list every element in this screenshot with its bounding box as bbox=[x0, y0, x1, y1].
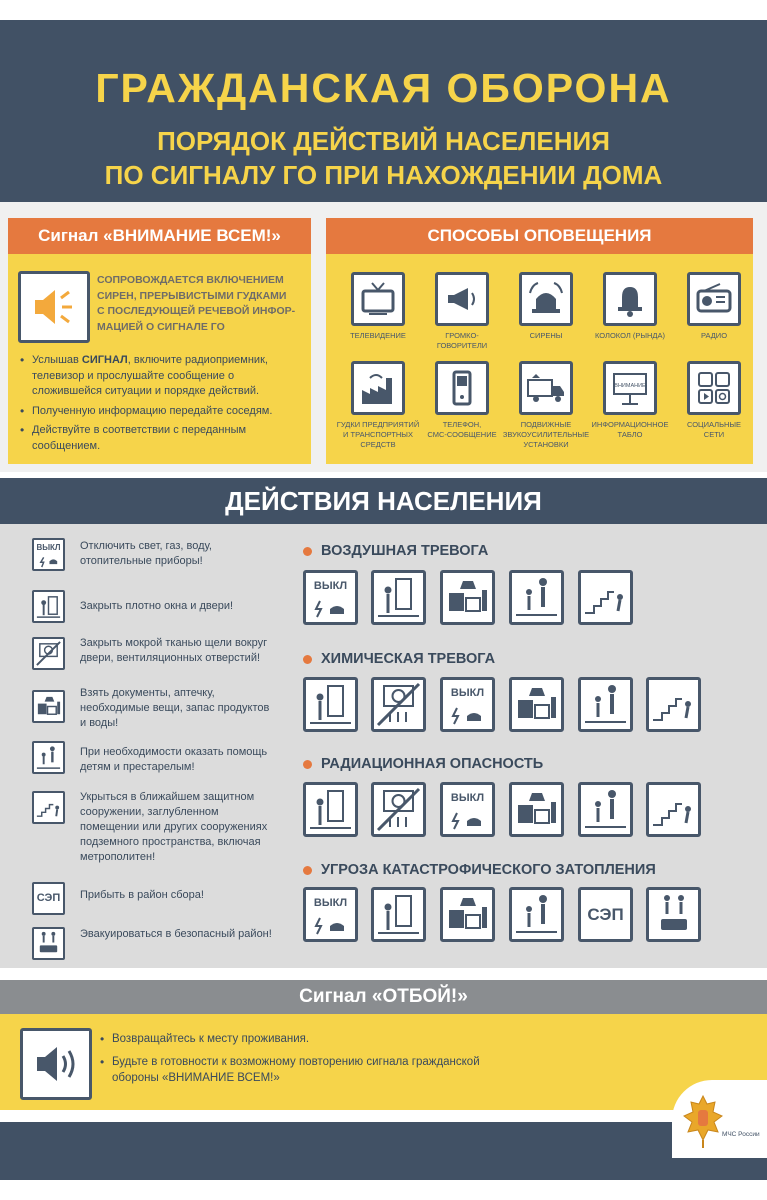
section-air-alert: ВОЗДУШНАЯ ТРЕВОГА bbox=[303, 543, 488, 559]
sep-assembly-icon bbox=[32, 882, 65, 915]
shelter-icon bbox=[646, 782, 701, 837]
step-text: Прибыть в район сбора! bbox=[80, 889, 204, 901]
window-close-icon bbox=[303, 677, 358, 732]
page-title: ГРАЖДАНСКАЯ ОБОРОНА bbox=[95, 65, 672, 111]
shelter-icon bbox=[578, 570, 633, 625]
mchs-logo bbox=[672, 1080, 767, 1158]
power-off-icon bbox=[303, 570, 358, 625]
power-off-icon bbox=[440, 677, 495, 732]
tv-icon bbox=[351, 272, 405, 326]
bell-icon bbox=[603, 272, 657, 326]
header-banner bbox=[0, 20, 767, 202]
window-close-icon bbox=[303, 782, 358, 837]
loudspeaker-icon bbox=[435, 272, 489, 326]
signal-description bbox=[97, 273, 302, 335]
method-label: ПОДВИЖНЫЕ ЗВУКОУСИЛИТЕЛЬНЫЕ УСТАНОВКИ bbox=[502, 420, 590, 449]
step-text: Закрыть плотно окна и двери! bbox=[80, 600, 234, 612]
signal-bullet-1 bbox=[20, 353, 305, 400]
section-flood-threat: УГРОЗА КАТАСТРОФИЧЕСКОГО ЗАТОПЛЕНИЯ bbox=[303, 862, 656, 878]
power-off-icon bbox=[303, 887, 358, 942]
speaker-icon bbox=[20, 1028, 92, 1100]
signal-bullet-1-pre: Услышав bbox=[32, 354, 82, 366]
documents-kit-icon bbox=[440, 570, 495, 625]
step-text: Взять документы, аптечку, необходимые вещи, запас продуктов и воды! bbox=[80, 687, 270, 729]
method-label: СОЦИАЛЬНЫЕ СЕТИ bbox=[686, 420, 742, 439]
step-text: При необходимости оказать помощь детям и престарелым! bbox=[80, 746, 268, 773]
signal-bullet-1-bold: СИГНАЛ bbox=[81, 354, 128, 366]
help-elderly-icon bbox=[32, 741, 65, 774]
speaker-alert-icon bbox=[18, 271, 90, 343]
evacuate-bus-icon bbox=[646, 887, 701, 942]
shelter-icon bbox=[32, 791, 65, 824]
board-icon bbox=[603, 361, 657, 415]
signal-heading: Сигнал «ВНИМАНИЕ ВСЕМ!» bbox=[8, 218, 311, 254]
section-chemical-alert: ХИМИЧЕСКАЯ ТРЕВОГА bbox=[303, 651, 495, 667]
signal-bullet-2: • Полученную информацию передайте соседям. bbox=[20, 404, 305, 420]
method-label: ТЕЛЕВИДЕНИЕ bbox=[350, 331, 406, 340]
window-close-icon bbox=[32, 590, 65, 623]
subtitle-line-1: ПОРЯДОК ДЕЙСТВИЙ НАСЕЛЕНИЯ bbox=[157, 126, 610, 156]
section-radiation-danger: РАДИАЦИОННАЯ ОПАСНОСТЬ bbox=[303, 756, 543, 772]
signal-description-line: С ПОСЛЕДУЮЩЕЙ РЕЧЕВОЙ ИНФОР- bbox=[97, 305, 296, 317]
siren-icon bbox=[519, 272, 573, 326]
seal-vents-icon bbox=[32, 637, 65, 670]
documents-kit-icon bbox=[509, 782, 564, 837]
methods-heading: СПОСОБЫ ОПОВЕЩЕНИЯ bbox=[326, 218, 753, 254]
signal-bullet-3: • Действуйте в соответствии с переданным сообщением. bbox=[20, 423, 280, 454]
phone-icon bbox=[435, 361, 489, 415]
documents-kit-icon bbox=[509, 677, 564, 732]
signal-bullet-1-post: , включите радиоприемник, телевизор и прослушайте сообщение о сложившейся ситуации и порядке действий. bbox=[32, 354, 268, 397]
otboi-bullet-2: • Будьте в готовности к возможному повторению сигнала гражданской обороны «ВНИМАНИЕ ВСЕМ!» bbox=[100, 1055, 480, 1086]
step-text: Укрыться в ближайшем защитном сооружении, заглубленном помещении или других сооружениях подземного пространства, включая метрополитен! bbox=[80, 791, 268, 863]
vykl-text: ВЫКЛ bbox=[450, 792, 485, 804]
actions-heading: ДЕЙСТВИЯ НАСЕЛЕНИЯ bbox=[0, 478, 767, 524]
evacuate-bus-icon bbox=[32, 927, 65, 960]
vykl-text: ВЫКЛ bbox=[313, 897, 348, 909]
subtitle-line-2: ПО СИГНАЛУ ГО ПРИ НАХОЖДЕНИИ ДОМА bbox=[104, 160, 663, 190]
sep-text: СЭП bbox=[587, 905, 624, 924]
window-close-icon bbox=[371, 570, 426, 625]
social-icon bbox=[687, 361, 741, 415]
seal-vents-icon bbox=[371, 677, 426, 732]
method-label: СИРЕНЫ bbox=[529, 331, 563, 340]
signal-description-line: СОПРОВОЖДАЕТСЯ ВКЛЮЧЕНИЕМ bbox=[97, 274, 284, 286]
method-label: ИНФОРМАЦИОННОЕ ТАБЛО bbox=[591, 420, 669, 439]
documents-kit-icon bbox=[440, 887, 495, 942]
method-label: ГУДКИ ПРЕДПРИЯТИЙ И ТРАНСПОРТНЫХ СРЕДСТВ bbox=[336, 420, 420, 449]
signal-description-line: МАЦИЕЙ О СИГНАЛЕ ГО bbox=[97, 320, 225, 333]
vykl-text: ВЫКЛ bbox=[313, 580, 348, 592]
seal-vents-icon bbox=[371, 782, 426, 837]
factory-icon bbox=[351, 361, 405, 415]
step-text: Отключить свет, газ, воду, отопительные приборы! bbox=[80, 540, 212, 567]
documents-kit-icon bbox=[32, 690, 65, 723]
power-off-icon bbox=[440, 782, 495, 837]
power-off-icon bbox=[32, 538, 65, 571]
vykl-text: ВЫКЛ bbox=[36, 543, 61, 552]
method-label: РАДИО bbox=[700, 331, 728, 340]
mchs-emblem-icon bbox=[678, 1092, 728, 1152]
method-label: ТЕЛЕФОН, СМС-СООБЩЕНИЕ bbox=[427, 420, 497, 439]
footer-band bbox=[0, 1122, 767, 1180]
otboi-heading: Сигнал «ОТБОЙ!» bbox=[0, 980, 767, 1014]
vykl-text: ВЫКЛ bbox=[450, 687, 485, 699]
help-elderly-icon bbox=[578, 782, 633, 837]
truck-icon bbox=[519, 361, 573, 415]
step-text: Закрыть мокрой тканью щели вокруг двери, вентиляционных отверстий! bbox=[80, 637, 268, 664]
method-label: КОЛОКОЛ (РЫНДА) bbox=[595, 331, 665, 340]
window-close-icon bbox=[371, 887, 426, 942]
method-label: ГРОМКО- ГОВОРИТЕЛИ bbox=[436, 331, 488, 350]
logo-text: МЧС России bbox=[722, 1131, 760, 1138]
help-elderly-icon bbox=[509, 570, 564, 625]
board-text: ВНИМАНИЕ bbox=[614, 383, 646, 389]
sep-assembly-icon bbox=[578, 887, 633, 942]
radio-icon bbox=[687, 272, 741, 326]
otboi-bullet-1: • Возвращайтесь к месту проживания. bbox=[100, 1032, 520, 1048]
help-elderly-icon bbox=[509, 887, 564, 942]
shelter-icon bbox=[646, 677, 701, 732]
help-elderly-icon bbox=[578, 677, 633, 732]
signal-description-line: СИРЕН, ПРЕРЫВИСТЫМИ ГУДКАМИ bbox=[97, 289, 287, 302]
step-text: Эвакуироваться в безопасный район! bbox=[80, 928, 272, 940]
sep-text: СЭП bbox=[36, 892, 61, 904]
